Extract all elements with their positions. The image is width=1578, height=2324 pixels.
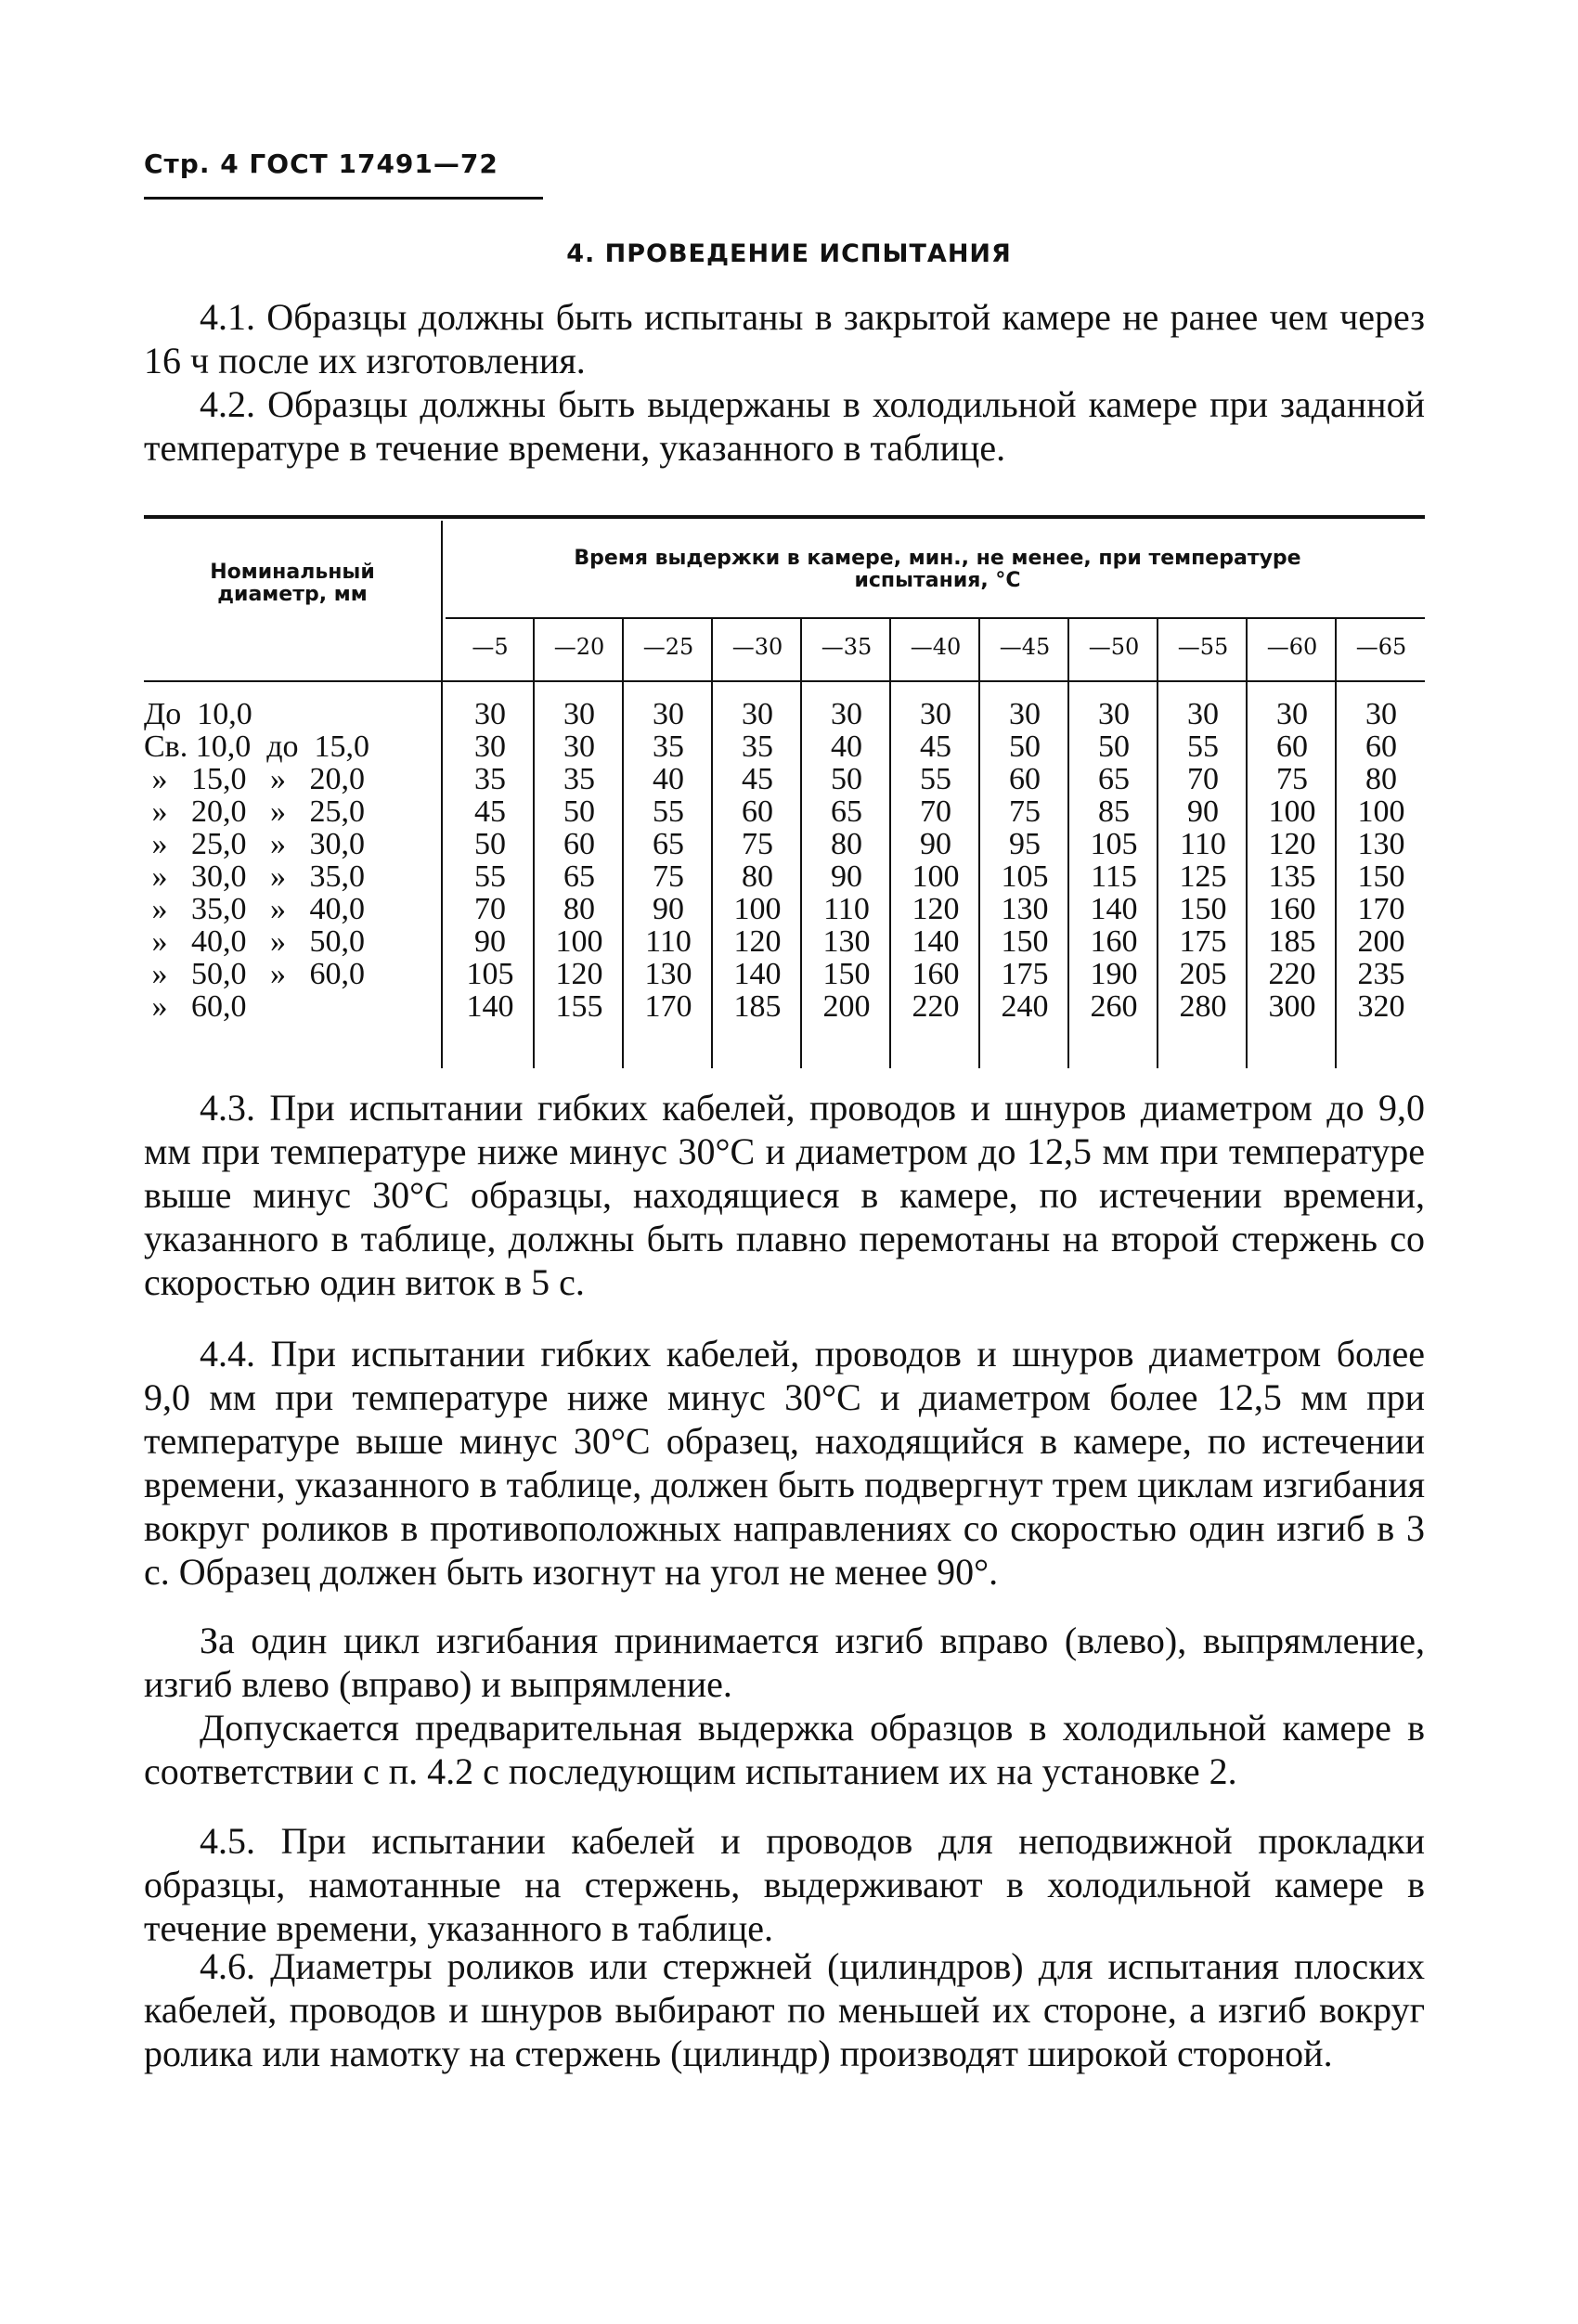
table-head-temp: —45 <box>999 634 1051 660</box>
table-cell: 100 <box>1357 794 1405 829</box>
table-row-label: До 10,0 <box>144 697 252 731</box>
table-cell: 100 <box>733 892 782 926</box>
table-cell: 190 <box>1090 957 1138 991</box>
table-cell: 80 <box>742 859 773 894</box>
table-vline <box>1157 619 1158 1068</box>
table-cell: 220 <box>1268 957 1316 991</box>
table-cell: 30 <box>920 697 951 731</box>
table-row-label: » 30,0 » 35,0 <box>144 859 365 894</box>
table-cell: 75 <box>1009 794 1041 829</box>
table-head-diameter-line2: диаметр, мм <box>217 583 368 606</box>
table-cell: 70 <box>474 892 506 926</box>
table-cell: 280 <box>1179 989 1227 1024</box>
table-vline <box>622 619 624 1068</box>
table-cell: 80 <box>831 827 862 861</box>
table-cell: 45 <box>920 729 951 764</box>
table-head-temp: —40 <box>910 634 962 660</box>
table-cell: 55 <box>920 762 951 796</box>
table-cell: 80 <box>563 892 595 926</box>
table-cell: 105 <box>1090 827 1138 861</box>
table-cell: 150 <box>1179 892 1227 926</box>
table-cell: 105 <box>466 957 514 991</box>
table-cell: 30 <box>474 729 506 764</box>
table-row-label: » 35,0 » 40,0 <box>144 892 365 926</box>
table-cell: 35 <box>742 729 773 764</box>
table-head-temp: —30 <box>731 634 783 660</box>
header-rule <box>144 197 543 200</box>
table-cell: 90 <box>474 924 506 959</box>
table-row-label: » 25,0 » 30,0 <box>144 827 365 861</box>
table-cell: 155 <box>555 989 603 1024</box>
table-cell: 100 <box>1268 794 1316 829</box>
table-cell: 40 <box>831 729 862 764</box>
table-cell: 50 <box>563 794 595 829</box>
table-head-time-line1: Время выдержки в камере, мин., не менее, при температуре <box>574 547 1301 570</box>
table-cell: 130 <box>644 957 692 991</box>
table-cell: 60 <box>563 827 595 861</box>
table-cell: 75 <box>653 859 684 894</box>
table-row-label: Св. 10,0 до 15,0 <box>144 729 370 764</box>
table-cell: 55 <box>474 859 506 894</box>
table-cell: 125 <box>1179 859 1227 894</box>
paragraph-4-2: 4.2. Образцы должны быть выдержаны в холодильной камере при заданной температуре в течение времени, указанного в таблице. <box>144 383 1425 469</box>
table-cell: 30 <box>1187 697 1219 731</box>
table-cell: 55 <box>1187 729 1219 764</box>
section-title: 4. ПРОВЕДЕНИЕ ИСПЫТАНИЯ <box>566 239 1012 268</box>
table-subhead-rule <box>446 617 1425 619</box>
table-cell: 200 <box>822 989 871 1024</box>
table-cell: 65 <box>1098 762 1130 796</box>
table-cell: 35 <box>653 729 684 764</box>
table-cell: 140 <box>733 957 782 991</box>
table-cell: 300 <box>1268 989 1316 1024</box>
table-cell: 140 <box>466 989 514 1024</box>
table-cell: 120 <box>555 957 603 991</box>
page-header: Стр. 4 ГОСТ 17491—72 <box>144 148 498 179</box>
paragraph-4-1: 4.1. Образцы должны быть испытаны в закрытой камере не ранее чем через 16 ч после их изготовления. <box>144 296 1425 381</box>
table-cell: 35 <box>563 762 595 796</box>
table-cell: 100 <box>555 924 603 959</box>
exposure-time-table <box>144 515 1425 1072</box>
table-cell: 260 <box>1090 989 1138 1024</box>
table-head-temp: —60 <box>1266 634 1318 660</box>
table-cell: 65 <box>563 859 595 894</box>
table-cell: 110 <box>1180 827 1226 861</box>
table-vline <box>800 619 802 1068</box>
table-cell: 45 <box>474 794 506 829</box>
table-cell: 85 <box>1098 794 1130 829</box>
table-cell: 150 <box>1357 859 1405 894</box>
table-row-label: » 40,0 » 50,0 <box>144 924 365 959</box>
table-cell: 65 <box>653 827 684 861</box>
table-cell: 130 <box>1001 892 1049 926</box>
table-cell: 170 <box>1357 892 1405 926</box>
table-cell: 90 <box>653 892 684 926</box>
table-head-diameter <box>144 562 441 606</box>
table-cell: 140 <box>1090 892 1138 926</box>
table-top-rule <box>144 515 1425 519</box>
table-row-label: » 60,0 <box>144 989 247 1024</box>
table-row-label: » 50,0 » 60,0 <box>144 957 365 991</box>
table-cell: 60 <box>1276 729 1308 764</box>
table-cell: 130 <box>822 924 871 959</box>
table-head-temp: —5 <box>472 634 509 660</box>
table-cell: 30 <box>653 697 684 731</box>
table-cell: 50 <box>474 827 506 861</box>
table-cell: 75 <box>1276 762 1308 796</box>
table-cell: 50 <box>1009 729 1041 764</box>
table-cell: 170 <box>644 989 692 1024</box>
table-cell: 50 <box>1098 729 1130 764</box>
table-cell: 105 <box>1001 859 1049 894</box>
paragraph-4-4: 4.4. При испытании гибких кабелей, проводов и шнуров диаметром более 9,0 мм при температуре ниже минус 30°С и диаметром более 12,5 мм при температуре выше минус 30°С образец, находящийся в камере, по истечении времени, указанного в таблице, должен быть подвергнут трем циклам изгибания вокруг роликов в противоположных направлениях со скоростью один изгиб в 3 с. Образец должен быть изогнут на угол не менее 90°. <box>144 1333 1425 1593</box>
table-head-time <box>450 548 1425 592</box>
table-cell: 35 <box>474 762 506 796</box>
table-cell: 45 <box>742 762 773 796</box>
table-cell: 150 <box>822 957 871 991</box>
table-cell: 30 <box>1098 697 1130 731</box>
table-cell: 205 <box>1179 957 1227 991</box>
table-cell: 175 <box>1179 924 1227 959</box>
table-cell: 65 <box>831 794 862 829</box>
table-head-temp: —65 <box>1355 634 1407 660</box>
table-row-label: » 15,0 » 20,0 <box>144 762 365 796</box>
table-cell: 30 <box>1276 697 1308 731</box>
paragraph-4-6: 4.6. Диаметры роликов или стержней (цилиндров) для испытания плоских кабелей, проводов и шнуров выбирают по меньшей их стороне, а изгиб вокруг ролика или намотку на стержень (цилиндр) производят широкой стороной. <box>144 1945 1425 2074</box>
table-row-label: » 20,0 » 25,0 <box>144 794 365 829</box>
table-cell: 160 <box>1268 892 1316 926</box>
table-cell: 100 <box>912 859 960 894</box>
paragraph-4-3: 4.3. При испытании гибких кабелей, проводов и шнуров диаметром до 9,0 мм при температуре ниже минус 30°С и диаметром до 12,5 мм при температуре выше минус 30°С образцы, находящиеся в камере, по истечении времени, указанного в таблице, должны быть плавно перемотаны на второй стержень со скоростью один виток в 5 с. <box>144 1087 1425 1303</box>
paragraph-4-5: 4.5. При испытании кабелей и проводов для неподвижной прокладки образцы, намотанные на стержень, выдерживают в холодильной камере в течение времени, указанного в таблице. <box>144 1820 1425 1949</box>
table-cell: 135 <box>1268 859 1316 894</box>
table-cell: 235 <box>1357 957 1405 991</box>
table-cell: 220 <box>912 989 960 1024</box>
table-cell: 160 <box>912 957 960 991</box>
table-cell: 130 <box>1357 827 1405 861</box>
table-cell: 320 <box>1357 989 1405 1024</box>
table-cell: 30 <box>1365 697 1397 731</box>
table-vline <box>1246 619 1248 1068</box>
table-cell: 90 <box>1187 794 1219 829</box>
table-head-temp: —50 <box>1088 634 1140 660</box>
table-cell: 120 <box>733 924 782 959</box>
paragraph-bending-cycle: За один цикл изгибания принимается изгиб вправо (влево), выпрямление, изгиб влево (вправо) и выпрямление. <box>144 1620 1425 1705</box>
table-head-temp: —20 <box>553 634 605 660</box>
table-cell: 200 <box>1357 924 1405 959</box>
table-cell: 60 <box>742 794 773 829</box>
table-cell: 185 <box>733 989 782 1024</box>
table-vline <box>1335 619 1337 1068</box>
table-cell: 160 <box>1090 924 1138 959</box>
table-cell: 110 <box>823 892 870 926</box>
table-vline <box>711 619 713 1068</box>
table-cell: 30 <box>831 697 862 731</box>
table-vline <box>978 619 980 1068</box>
table-cell: 40 <box>653 762 684 796</box>
table-vline <box>1067 619 1069 1068</box>
table-cell: 60 <box>1009 762 1041 796</box>
table-cell: 30 <box>563 697 595 731</box>
table-vline <box>533 619 535 1068</box>
table-cell: 55 <box>653 794 684 829</box>
table-head-rule <box>144 680 1425 682</box>
table-cell: 60 <box>1365 729 1397 764</box>
table-cell: 70 <box>920 794 951 829</box>
table-head-time-line2: испытания, °С <box>854 569 1021 592</box>
table-cell: 30 <box>474 697 506 731</box>
table-vline <box>889 619 891 1068</box>
table-head-temp: —25 <box>642 634 694 660</box>
table-cell: 75 <box>742 827 773 861</box>
table-cell: 30 <box>1009 697 1041 731</box>
table-cell: 90 <box>831 859 862 894</box>
table-cell: 80 <box>1365 762 1397 796</box>
table-vline <box>441 521 443 1068</box>
table-cell: 120 <box>1268 827 1316 861</box>
table-head-temp: —55 <box>1177 634 1229 660</box>
table-cell: 110 <box>645 924 692 959</box>
table-cell: 120 <box>912 892 960 926</box>
table-cell: 30 <box>742 697 773 731</box>
table-cell: 90 <box>920 827 951 861</box>
table-cell: 70 <box>1187 762 1219 796</box>
table-cell: 115 <box>1091 859 1137 894</box>
table-head-diameter-line1: Номинальный <box>210 561 375 584</box>
table-cell: 150 <box>1001 924 1049 959</box>
table-head-temp: —35 <box>821 634 873 660</box>
table-cell: 140 <box>912 924 960 959</box>
paragraph-preliminary-exposure: Допускается предварительная выдержка образцов в холодильной камере в соответствии с п. 4.2 с последующим испытанием их на установке 2. <box>144 1707 1425 1792</box>
table-cell: 95 <box>1009 827 1041 861</box>
table-cell: 240 <box>1001 989 1049 1024</box>
table-cell: 175 <box>1001 957 1049 991</box>
table-cell: 30 <box>563 729 595 764</box>
table-cell: 185 <box>1268 924 1316 959</box>
table-cell: 50 <box>831 762 862 796</box>
